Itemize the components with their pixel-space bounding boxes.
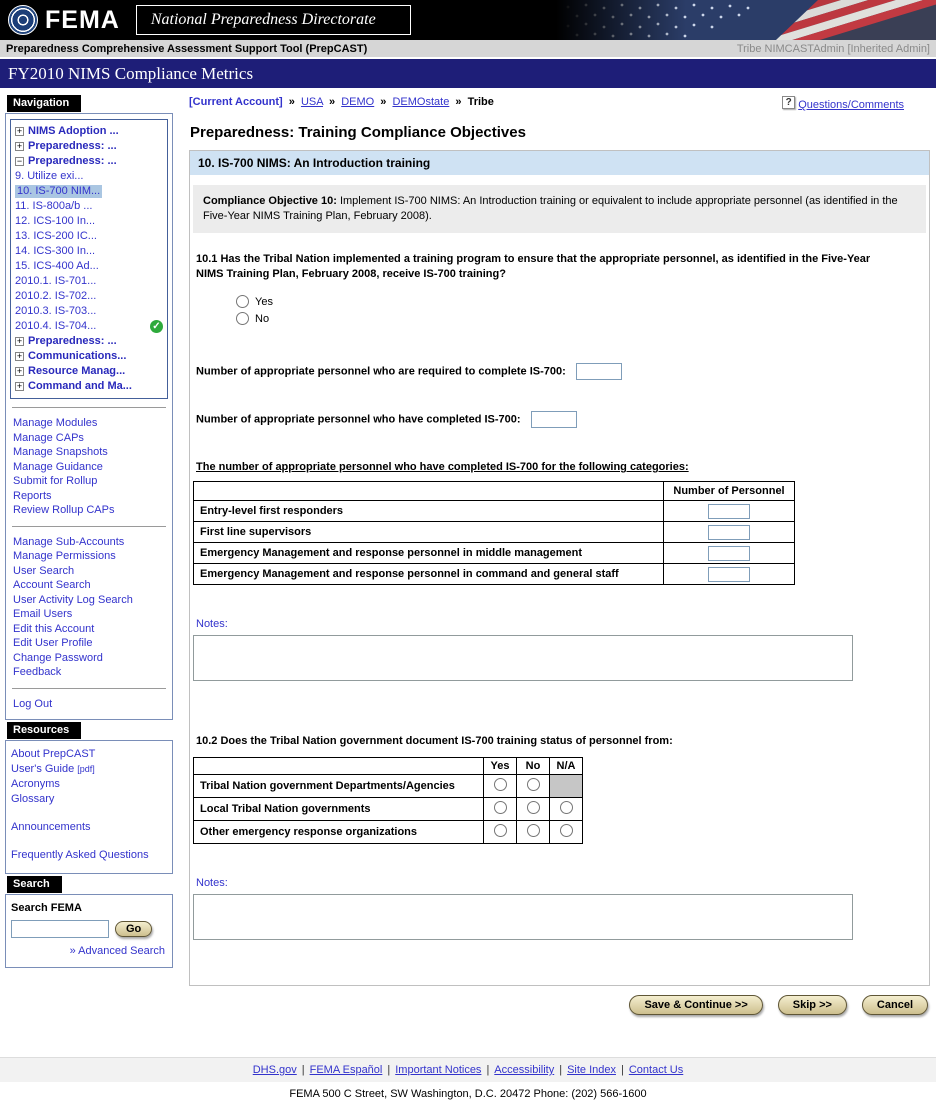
tree-item (13, 334, 165, 349)
module-banner: FY2010 NIMS Compliance Metrics (0, 59, 936, 88)
tree-item-label[interactable]: 13. ICS-200 IC... (15, 230, 97, 242)
pdf-tag: [pdf] (77, 764, 95, 774)
completed-count-row (196, 411, 929, 428)
doc-row2-yes-radio[interactable] (494, 801, 507, 814)
search-label: Search FEMA (11, 902, 82, 914)
doc-table-yes-header: Yes (484, 758, 517, 775)
middle-management-count-input[interactable] (708, 546, 750, 561)
advanced-search-link[interactable]: » Advanced Search (69, 945, 165, 957)
doc-row2-no-radio[interactable] (527, 801, 540, 814)
search-header: Search (7, 876, 62, 893)
personnel-table-blank-header (194, 482, 664, 501)
q10-1-no-radio[interactable] (236, 312, 249, 325)
breadcrumb-separator: » (288, 96, 295, 108)
sidebar-item-user-search[interactable]: User Search (13, 564, 75, 577)
footer-link-dhs[interactable]: DHS.gov (252, 1064, 297, 1076)
sidebar-item-manage-permissions[interactable]: Manage Permissions (13, 550, 116, 562)
sidebar-item-manage-modules[interactable]: Manage Modules (13, 417, 98, 429)
app-header (0, 0, 936, 40)
footer-separator: | (301, 1064, 305, 1076)
breadcrumb-tribe: Tribe (467, 96, 494, 108)
questions-comments-link[interactable]: Questions/Comments (798, 99, 904, 111)
objective-panel (189, 150, 930, 986)
doc-table-blank-header (194, 758, 484, 775)
sidebar-item-reports[interactable]: Reports (13, 489, 52, 502)
tree-item (13, 154, 165, 169)
tree-item-label[interactable]: 2010.1. IS-701... (15, 275, 97, 287)
sidebar-item-change-password[interactable]: Change Password (13, 651, 103, 664)
breadcrumb-demostate[interactable]: DEMOstate (392, 96, 450, 108)
resources-panel (5, 740, 173, 874)
tree-item (13, 259, 165, 274)
tree-item (13, 199, 165, 214)
sidebar-item-log-out[interactable]: Log Out (13, 697, 53, 710)
breadcrumb-usa[interactable]: USA (300, 96, 323, 108)
expand-icon[interactable]: + (16, 336, 23, 346)
sidebar-item-account-search[interactable]: Account Search (13, 579, 91, 591)
breadcrumb-separator: » (455, 96, 462, 108)
doc-row3-yes-radio[interactable] (494, 824, 507, 837)
first-line-count-input[interactable] (708, 525, 750, 540)
sidebar-item-manage-snapshots[interactable]: Manage Snapshots (13, 446, 108, 458)
sidebar-item-feedback[interactable]: Feedback (13, 666, 62, 678)
table-row (194, 775, 583, 798)
tree-item (13, 274, 165, 289)
skip-button[interactable]: Skip >> (778, 995, 847, 1015)
tree-item-label[interactable]: 12. ICS-100 In... (15, 215, 96, 227)
expand-icon[interactable]: + (16, 126, 23, 136)
doc-row-label: Other emergency response organizations (194, 821, 484, 844)
footer-link-contact-us[interactable]: Contact Us (628, 1064, 684, 1076)
sidebar-item-manage-sub-accounts[interactable]: Manage Sub-Accounts (13, 535, 125, 548)
tree-item (13, 244, 165, 259)
tree-item-label[interactable]: 10. IS-700 NIM... (17, 185, 101, 197)
fema-logo (0, 5, 120, 35)
tree-item-label[interactable]: 2010.2. IS-702... (15, 290, 97, 302)
footer-separator: | (620, 1064, 624, 1076)
footer-separator: | (486, 1064, 490, 1076)
q10-1-option-yes[interactable] (236, 295, 929, 308)
q10-1-yes-label: Yes (255, 295, 273, 308)
tree-item-label[interactable]: 11. IS-800a/b ... (15, 200, 93, 212)
notes-textarea-1[interactable] (193, 635, 853, 681)
fema-seal-icon (8, 5, 38, 35)
tree-item (13, 304, 165, 319)
sidebar-item-users-guide[interactable]: User's Guide (11, 763, 75, 775)
sidebar-item-review-rollup-caps[interactable]: Review Rollup CAPs (13, 504, 115, 516)
tree-item (13, 214, 165, 229)
section-header: 10. IS-700 NIMS: An Introduction training (190, 151, 929, 175)
notes-label: Notes: (196, 877, 228, 889)
tree-item-selected (13, 184, 165, 199)
breadcrumb-demo[interactable]: DEMO (341, 96, 375, 108)
breadcrumb (189, 96, 494, 108)
table-row (194, 522, 795, 543)
compliance-objective (193, 185, 926, 233)
table-row (194, 501, 795, 522)
tree-item (13, 289, 165, 304)
tree-item (13, 169, 165, 184)
tree-item (13, 139, 165, 154)
help-icon: ? (782, 96, 795, 109)
tree-item-label[interactable]: Resource Manag... (28, 365, 126, 377)
footer-link-fema-espanol[interactable]: FEMA Español (309, 1064, 383, 1076)
command-staff-count-input[interactable] (708, 567, 750, 582)
footer-address: FEMA 500 C Street, SW Washington, D.C. 20472 Phone: (202) 566-1600 (289, 1088, 647, 1100)
expand-icon[interactable]: + (16, 381, 23, 391)
sidebar-item-user-activity-log-search[interactable]: User Activity Log Search (13, 593, 133, 606)
cancel-button[interactable]: Cancel (862, 995, 928, 1015)
tree-item (13, 229, 165, 244)
tree-item-label[interactable]: Preparedness: ... (28, 155, 117, 167)
notes-textarea-2[interactable] (193, 894, 853, 940)
doc-row-label: Local Tribal Nation governments (194, 798, 484, 821)
doc-row1-no-radio[interactable] (527, 778, 540, 791)
tree-item-label[interactable]: 14. ICS-300 In... (15, 245, 96, 257)
sidebar-item-edit-this-account[interactable]: Edit this Account (13, 622, 95, 635)
question-10-2: 10.2 Does the Tribal Nation government document IS-700 training status of personnel from: (196, 735, 673, 747)
search-input[interactable] (11, 920, 109, 938)
nav-tree (10, 119, 168, 399)
personnel-row-label: Emergency Management and response personnel in middle management (194, 543, 664, 564)
app-title: Preparedness Comprehensive Assessment Support Tool (PrepCAST) (6, 42, 368, 55)
doc-row1-yes-radio[interactable] (494, 778, 507, 791)
search-panel (5, 894, 173, 968)
tree-item-label[interactable]: 15. ICS-400 Ad... (15, 260, 99, 272)
action-buttons (189, 995, 930, 1015)
documentation-table (193, 757, 583, 844)
personnel-row-label: First line supervisors (194, 522, 664, 543)
required-count-row (196, 363, 929, 380)
tree-item-label[interactable]: Preparedness: ... (28, 335, 117, 347)
tree-item-label[interactable]: Command and Ma... (28, 380, 132, 392)
navigation-header: Navigation (7, 95, 81, 112)
directorate-banner: National Preparedness Directorate (136, 5, 411, 35)
expand-icon[interactable]: + (16, 366, 23, 376)
footer-link-accessibility[interactable]: Accessibility (494, 1064, 555, 1076)
objective-prefix: Compliance Objective 10: (203, 195, 337, 207)
doc-row-label: Tribal Nation government Departments/Agencies (194, 775, 484, 798)
table-row (194, 543, 795, 564)
tree-item-label[interactable]: 2010.4. IS-704... (15, 320, 97, 332)
breadcrumb-separator: » (380, 96, 387, 108)
save-continue-button[interactable]: Save & Continue >> (629, 995, 762, 1015)
table-row (194, 798, 583, 821)
fema-wordmark: FEMA (45, 5, 120, 34)
tree-item-label[interactable]: 2010.3. IS-703... (15, 305, 97, 317)
tree-item (13, 319, 165, 334)
q10-1-no-label: No (255, 312, 270, 325)
expand-icon[interactable]: + (16, 351, 23, 361)
complete-check-icon: ✓ (150, 320, 163, 333)
doc-row3-no-radio[interactable] (527, 824, 540, 837)
personnel-row-label: Entry-level first responders (194, 501, 664, 522)
main-content (173, 93, 930, 1015)
divider (12, 407, 166, 408)
doc-table-no-header: No (517, 758, 550, 775)
resources-header: Resources (7, 722, 81, 739)
table-row (194, 821, 583, 844)
entry-level-count-input[interactable] (708, 504, 750, 519)
toolbar (0, 40, 936, 59)
sidebar-item-glossary[interactable]: Glossary (11, 793, 55, 805)
sidebar-item-about-prepcast[interactable]: About PrepCAST (11, 748, 96, 760)
doc-row1-na-disabled-cell (550, 775, 583, 798)
required-count-input[interactable] (576, 363, 622, 380)
objective-text: Implement IS-700 NIMS: An Introduction training or equivalent to include appropriate personnel (as identified in the Five-Year NIMS Training Plan, February 2008). (203, 195, 898, 222)
q10-1-yes-radio[interactable] (236, 295, 249, 308)
footer-link-important-notices[interactable]: Important Notices (395, 1064, 482, 1076)
q10-1-options (236, 295, 929, 325)
divider (12, 526, 166, 527)
footer-separator: | (559, 1064, 563, 1076)
completed-count-label: Number of appropriate personnel who have completed IS-700: (196, 413, 521, 426)
sidebar-item-submit-for-rollup[interactable]: Submit for Rollup (13, 475, 98, 487)
divider (12, 688, 166, 689)
sidebar (5, 93, 173, 1015)
tree-item (13, 124, 165, 139)
notes-label: Notes: (196, 618, 228, 630)
flag-image (556, 0, 936, 40)
tree-item-label[interactable]: 9. Utilize exi... (15, 170, 84, 182)
q10-1-option-no[interactable] (236, 312, 929, 325)
doc-row3-na-radio[interactable] (560, 824, 573, 837)
tree-item (13, 364, 165, 379)
footer-links (0, 1057, 936, 1082)
table-row (194, 564, 795, 585)
breadcrumb-current-account[interactable]: [Current Account] (189, 96, 283, 108)
sidebar-item-faq[interactable]: Frequently Asked Questions (11, 849, 149, 861)
footer-link-site-index[interactable]: Site Index (567, 1064, 616, 1076)
page-title: Preparedness: Training Compliance Objectives (190, 124, 526, 141)
completed-count-input[interactable] (531, 411, 577, 428)
sidebar-item-edit-user-profile[interactable]: Edit User Profile (13, 637, 93, 649)
expand-icon[interactable]: + (16, 141, 23, 151)
personnel-table (193, 481, 795, 585)
sidebar-item-announcements[interactable]: Announcements (11, 821, 91, 833)
question-10-1: 10.1 Has the Tribal Nation implemented a training program to ensure that the appropriate personnel, as identified in the Five-Year NIMS Training Plan, February 2008, receive IS-700 training? (196, 253, 871, 280)
collapse-icon[interactable]: − (16, 156, 23, 166)
footer-separator: | (387, 1064, 391, 1076)
tree-item-label[interactable]: NIMS Adoption ... (28, 125, 119, 137)
tree-item (13, 379, 165, 394)
sidebar-item-manage-caps[interactable]: Manage CAPs (13, 431, 84, 444)
tree-item-label[interactable]: Preparedness: ... (28, 140, 117, 152)
logged-in-user: Tribe NIMCASTAdmin [Inherited Admin] (736, 42, 930, 55)
required-count-label: Number of appropriate personnel who are required to complete IS-700: (196, 365, 566, 378)
tree-item-label[interactable]: Communications... (28, 350, 127, 362)
personnel-table-title: The number of appropriate personnel who have completed IS-700 for the following categories: (196, 461, 689, 473)
footer (0, 1057, 936, 1109)
personnel-table-col-header: Number of Personnel (664, 482, 795, 501)
sidebar-item-acronyms[interactable]: Acronyms (11, 778, 60, 790)
personnel-row-label: Emergency Management and response personnel in command and general staff (194, 564, 664, 585)
doc-table-na-header: N/A (550, 758, 583, 775)
doc-row2-na-radio[interactable] (560, 801, 573, 814)
navigation-panel (5, 113, 173, 720)
manage-links (9, 416, 169, 518)
admin-links (9, 535, 169, 680)
sidebar-item-manage-guidance[interactable]: Manage Guidance (13, 460, 103, 473)
search-go-button[interactable]: Go (115, 921, 152, 937)
sidebar-item-email-users[interactable]: Email Users (13, 608, 73, 620)
tree-item (13, 349, 165, 364)
breadcrumb-separator: » (329, 96, 336, 108)
